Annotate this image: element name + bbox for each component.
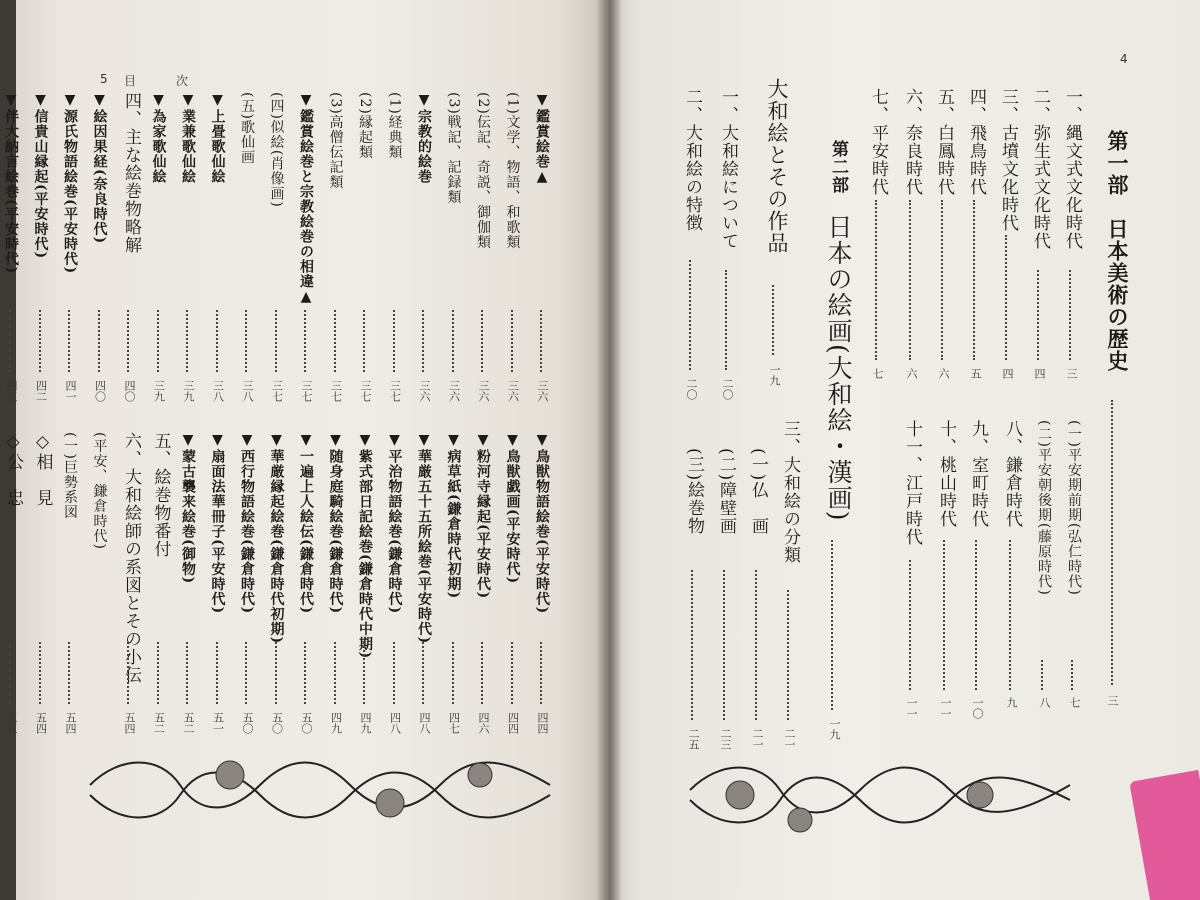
leader-dots [393,310,395,372]
leader-dots [973,200,975,360]
leader-dots [68,642,70,704]
page-number: 三 [1106,695,1119,706]
toc-entry: 三、古墳文化時代 [998,88,1018,232]
leader-dots [1009,540,1011,690]
toc-entry: (2)縁起類 [357,92,373,160]
floral-ornament-left [80,745,560,835]
toc-entry: ▼業兼歌仙絵 [180,92,196,184]
page-number: 四九 [359,712,372,734]
leader-dots [334,310,336,372]
toc-entry-yamato-works: 大和絵とその作品 [765,78,789,254]
leader-dots [9,642,11,704]
leader-dots [422,310,424,372]
toc-entry: 九、室町時代 [968,420,988,528]
page-number: 六 [937,368,950,379]
toc-entry: 三、大和絵の分類 [780,420,800,564]
leader-dots [943,540,945,690]
toc-entry: ▼華厳五十五所絵巻(平安時代) [416,432,432,645]
page-number: 二〇 [685,378,698,400]
page-number: 五四 [64,712,77,734]
toc-entry: (一)巨勢系図 [62,432,78,520]
book-gutter [596,0,622,900]
toc-entry: ▼平治物語絵巻(鎌倉時代) [386,432,403,615]
page-number: 四〇 [93,380,107,402]
page-number: 五二 [182,712,195,734]
page-number: 五四 [123,712,136,734]
leader-dots [481,642,483,704]
toc-entry: 六、奈良時代 [902,88,922,196]
page-number: 四四 [506,712,520,734]
page-number: 五 [969,368,982,379]
leader-dots [1071,660,1073,690]
toc-entry: (1)経典類 [386,92,403,160]
toc-subentry: (二)平安朝後期(藤原時代) [1036,420,1052,596]
page-number: 三九 [182,380,195,402]
page-number: 三七 [300,380,313,402]
page-number: 六 [905,368,918,379]
page-number: 一九 [768,364,781,386]
leader-dots [1069,270,1071,360]
leader-dots [1111,400,1113,685]
leader-dots [422,642,424,704]
page-number: 四九 [329,712,343,734]
toc-entry: 八、鎌倉時代 [1002,420,1022,528]
page-number: 三七 [388,380,402,402]
toc-entry: ▼粉河寺縁起(平安時代) [475,432,491,600]
page-number: 五〇 [241,712,254,734]
leader-dots [452,310,454,372]
page-number: 七 [871,368,884,379]
page-number: 一九 [828,718,841,740]
page-number: 三七 [359,380,372,402]
toc-entry: ▼為家歌仙絵 [150,92,167,184]
page-number: 四三 [5,380,18,402]
toc-entry: (1)文学、物語、和歌類 [504,92,521,250]
left-folio: 5 [100,72,108,86]
leader-dots [831,540,833,710]
page-number: 三七 [270,380,284,402]
leader-dots [725,270,727,370]
leader-dots [975,540,977,690]
toc-entry: 十一、江戸時代 [902,420,922,546]
page-number: 三九 [152,380,166,402]
toc-entry: ▼紫式部日記絵巻(鎌倉時代中期) [357,432,373,660]
toc-subentry: (一)平安期前期(弘仁時代) [1066,420,1082,596]
page-number: 三六 [536,380,549,402]
toc-entry: (四)似絵(肖像画) [268,92,285,208]
toc-subentry: (一)仏 画 [748,448,768,536]
toc-entry: (五)歌仙画 [239,92,255,165]
leader-dots [691,570,693,720]
running-head-1: 目 [124,74,137,88]
page-number: 三七 [329,380,343,402]
toc-subentry: (三)絵巻物 [684,448,704,536]
page-number: 四六 [477,712,490,734]
toc-entry: ▼伴大納言絵巻(平安時代) [3,92,19,275]
page-number: 三八 [241,380,254,402]
page-number: 二一 [783,728,796,750]
leader-dots [39,642,41,704]
leader-dots [723,570,725,720]
toc-entry: 七、平安時代 [868,88,888,196]
toc-entry: ▼鑑賞絵巻と宗教絵巻の相違▲ [298,92,314,306]
leader-dots [245,642,247,704]
leader-dots [186,310,188,372]
leader-dots [755,570,757,720]
page-number: 四八 [418,712,431,734]
leader-dots [1005,235,1007,360]
page-number: 五一 [211,712,225,734]
toc-entry: ◇公 忠 [3,432,23,507]
toc-entry: ◇相 見 [32,432,53,507]
page-number: 四 [1001,368,1014,379]
page-number: 一〇 [971,697,984,719]
page-number: 九 [1005,697,1018,708]
leader-dots [157,310,159,372]
leader-dots [363,642,365,704]
page-number: 二三 [719,728,732,750]
page-number: 二一 [751,728,764,750]
leader-dots [275,642,277,704]
toc-entry: 二、弥生式文化時代 [1030,88,1050,250]
page-number: 五五 [5,712,18,734]
toc-entry: 六、大和絵師の系図とその小伝 [121,432,141,684]
page-number: 四四 [536,712,549,734]
toc-entry: ▼源氏物語絵巻(平安時代) [62,92,78,275]
leader-dots [909,200,911,360]
toc-entry: 十、桃山時代 [936,420,956,528]
floral-ornament-right [680,745,1080,840]
leader-dots [1041,660,1043,690]
page-number: 三 [1065,368,1078,379]
leader-dots [157,642,159,704]
page-number: 三八 [211,380,225,402]
toc-entry: ▼西行物語絵巻(鎌倉時代) [239,432,255,615]
page-number: 四七 [447,712,461,734]
page-number: 一一 [939,697,952,719]
leader-dots [304,642,306,704]
toc-entry: 四、飛鳥時代 [966,88,986,196]
page-number: 一一 [905,697,918,719]
toc-entry: ▼一遍上人絵伝(鎌倉時代) [298,432,314,615]
leader-dots [875,200,877,360]
page-number: 三六 [418,380,431,402]
page-number: 五〇 [300,712,313,734]
leader-dots [275,310,277,372]
leader-dots [511,642,513,704]
part1-title: 第一部 日本美術の歴史 [1105,130,1130,372]
right-folio: 4 [1120,52,1128,66]
toc-entry: (2)伝記、奇説、御伽類 [475,92,491,250]
leader-dots [393,642,395,704]
toc-entry: ▼病草紙(鎌倉時代初期) [445,432,462,600]
running-head-2: 次 [176,74,189,88]
leader-dots [452,642,454,704]
toc-entry: 五、絵巻物番付 [150,432,171,558]
leader-dots [909,560,911,690]
leader-dots [98,310,100,372]
leader-dots [540,642,542,704]
page-number: 八 [1038,697,1051,708]
leader-dots [334,642,336,704]
toc-entry: ▼絵因果経(奈良時代) [91,92,108,245]
toc-entry: 四、主な絵巻物略解 [121,92,141,254]
toc-entry: ▼鳥獣物語絵巻(平安時代) [534,432,550,615]
toc-entry: ▼宗教的絵巻 [416,92,432,184]
toc-entry: (3)高僧伝記類 [327,92,344,190]
page-number: 三六 [447,380,461,402]
page-number: 七 [1068,697,1081,708]
toc-entry: ▼華厳縁起絵巻(鎌倉時代初期) [268,432,285,645]
leader-dots [772,285,774,355]
page-number: 五二 [152,712,166,734]
page-number: 四二 [34,380,48,402]
toc-entry: ▼信貴山縁起(平安時代) [32,92,49,260]
toc-entry: 一、大和絵について [718,88,738,250]
toc-entry: (3)戦記、記録類 [445,92,462,205]
leader-dots [245,310,247,372]
leader-dots [511,310,513,372]
toc-entry: ▼随身庭騎絵巻(鎌倉時代) [327,432,344,615]
page-number: 三六 [506,380,520,402]
toc-entry: 五、白鳳時代 [934,88,954,196]
leader-dots [787,590,789,720]
leader-dots [941,200,943,360]
leader-dots [186,642,188,704]
leader-dots [540,310,542,372]
page-number: 四 [1033,368,1046,379]
leader-dots [216,310,218,372]
toc-subentry: (二)障壁画 [716,448,736,536]
leader-dots [689,260,691,370]
leader-dots [481,310,483,372]
leader-dots [304,310,306,372]
leader-dots [9,310,11,372]
leader-dots [39,310,41,372]
toc-entry: ▼鳥獣戯画(平安時代) [504,432,521,585]
page-number: 四〇 [123,380,136,402]
leader-dots [127,642,129,704]
leader-dots [1037,270,1039,360]
toc-entry: 一、縄文式文化時代 [1062,88,1082,250]
toc-entry: ▼鑑賞絵巻▲ [534,92,550,186]
leader-dots [68,310,70,372]
toc-entry: ▼扇面法華冊子(平安時代) [209,432,226,615]
page-number: 四一 [64,380,77,402]
page-number: 二五 [687,728,700,750]
toc-entry: 二、大和絵の特徴 [682,88,702,232]
toc-entry: (平安、鎌倉時代) [91,432,108,550]
toc-entry: ▼上畳歌仙絵 [209,92,226,184]
page-number: 五〇 [270,712,284,734]
part2-title: 日本の絵画(大和絵・漢画) [824,214,853,522]
toc-entry: ▼蒙古襲来絵巻(御物) [180,432,196,585]
leader-dots [216,642,218,704]
part2-label: 第二部 [828,140,848,194]
leader-dots [363,310,365,372]
page-number: 三六 [477,380,490,402]
page-number: 四八 [388,712,402,734]
page-number: 二〇 [721,378,734,400]
page-number: 五四 [34,712,48,734]
leader-dots [127,310,129,372]
